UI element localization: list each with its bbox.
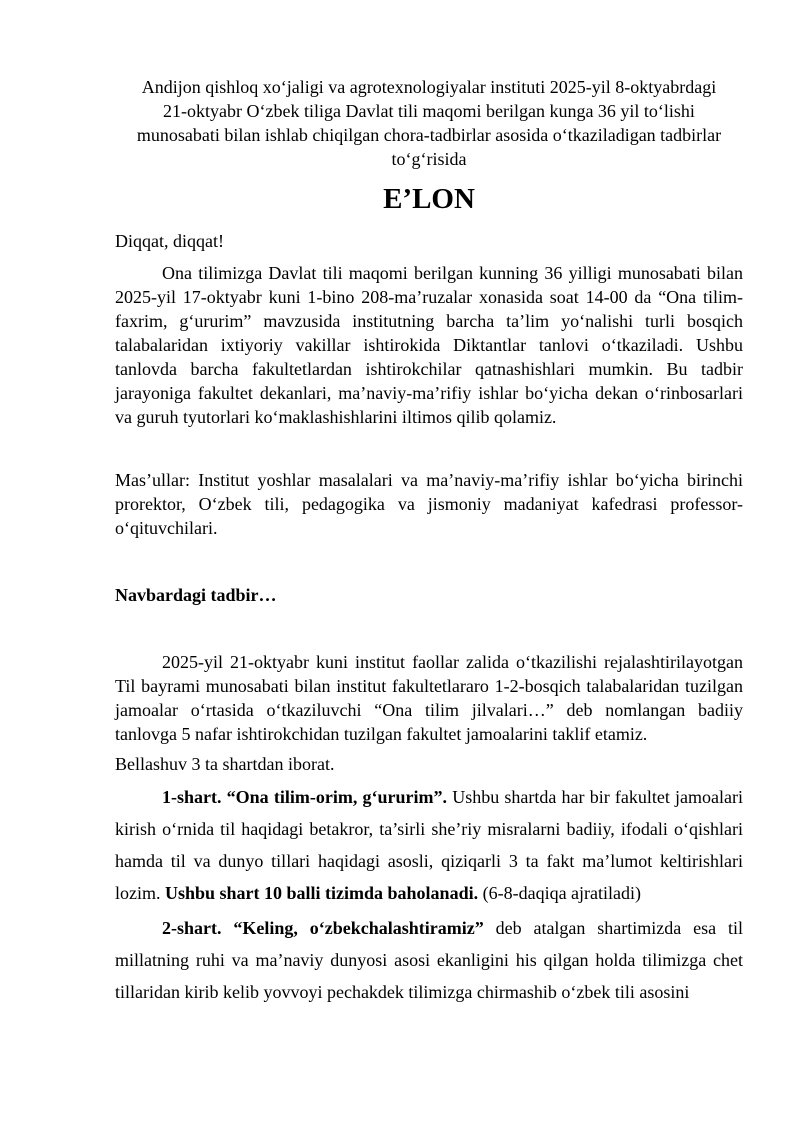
rounds-intro: Bellashuv 3 ta shartdan iborat. xyxy=(115,754,335,774)
round-1-label: 1-shart. “Ona tilim-orim, g‘ururim”. xyxy=(162,787,448,807)
responsible-paragraph: Mas’ullar: Institut yoshlar masalalari va ma’naviy-ma’rifiy ishlar bo‘yicha birinchi prorektor, O‘zbek tili, pedagogika va jismoniy madaniyat kafedrasi professor-o‘qituvchilari. xyxy=(115,470,743,538)
round-1-paragraph xyxy=(115,781,743,909)
header-line: 21-oktyabr O‘zbek tiliga Davlat tili maqomi berilgan kunga 36 yil to‘lishi xyxy=(163,101,695,121)
document-header xyxy=(89,75,769,171)
round-2-text: deb atalgan shartimizda esa til millatning ruhi va ma’naviy dunyosi asosi ekanligini his qilgan holda tilimizga chet tillaridan kirib kelib yovvoyi pechakdek tilimizga chirmashib o‘zbek tili asosini xyxy=(115,918,743,1002)
round-1-time: (6-8-daqiqa ajratiladi) xyxy=(478,883,642,903)
header-line: Andijon qishloq xo‘jaligi va agrotexnologiyalar instituti 2025-yil 8-oktyabrdagi xyxy=(141,77,717,97)
header-line: to‘g‘risida xyxy=(391,149,467,169)
announcement-paragraph: Ona tilimizga Davlat tili maqomi berilgan kunning 36 yilligi munosabati bilan 2025-yil 17-oktyabr kuni 1-bino 208-ma’ruzalar xonasida soat 14-00 da “Ona tilim-faxrim, g‘ururim” mavzusida institutning barcha ta’lim yo‘nalishi turli bosqich talabalaridan ixtiyoriy vakillar ishtirokida Diktantlar tanlovi o‘tkaziladi. Ushbu tanlovda barcha fakultetlardan ishtirokchilar qatnashishlari mumkin. Bu tadbir jarayoniga fakultet dekanlari, ma’naviy-ma’rifiy ishlar bo‘yicha dekan o‘rinbosarlari va guruh tyutorlari ko‘maklashishlarini iltimos qilib qolamiz. xyxy=(115,263,743,427)
event-paragraph: 2025-yil 21-oktyabr kuni institut faollar zalida o‘tkazilishi rejalashtirilayotgan Til bayrami munosabati bilan institut fakultetlararo 1-2-bosqich talabalaridan tuzilgan jamoalar o‘rtasida o‘tkaziluvchi “Ona tilim jilvalari…” deb nomlangan badiiy tanlovga 5 nafar ishtirokchidan tuzilgan fakultet jamoalarini taklif etamiz. xyxy=(115,652,743,744)
round-1-text: Ushbu shartda har bir fakultet jamoalari kirish o‘rnida til haqidagi betakror, ta’sirli she’riy misralarni badiiy, ifodali o‘qishlari hamda til va dunyo tillari haqidagi asosli, qiziqarli 3 ta fakt ma’lumot keltirishlari lozim. xyxy=(115,787,744,903)
next-event-heading: Navbardagi tadbir… xyxy=(115,585,277,605)
round-2-label: 2-shart. “Keling, o‘zbekchalashtiramiz” xyxy=(162,918,484,938)
round-1-scoring: Ushbu shart 10 balli tizimda baholanadi. xyxy=(165,883,479,903)
round-2-paragraph xyxy=(115,912,743,1008)
document-title: E’LON xyxy=(383,183,475,215)
header-line: munosabati bilan ishlab chiqilgan chora-tadbirlar asosida o‘tkaziladigan tadbirlar xyxy=(136,125,722,145)
attention-line: Diqqat, diqqat! xyxy=(115,231,224,251)
